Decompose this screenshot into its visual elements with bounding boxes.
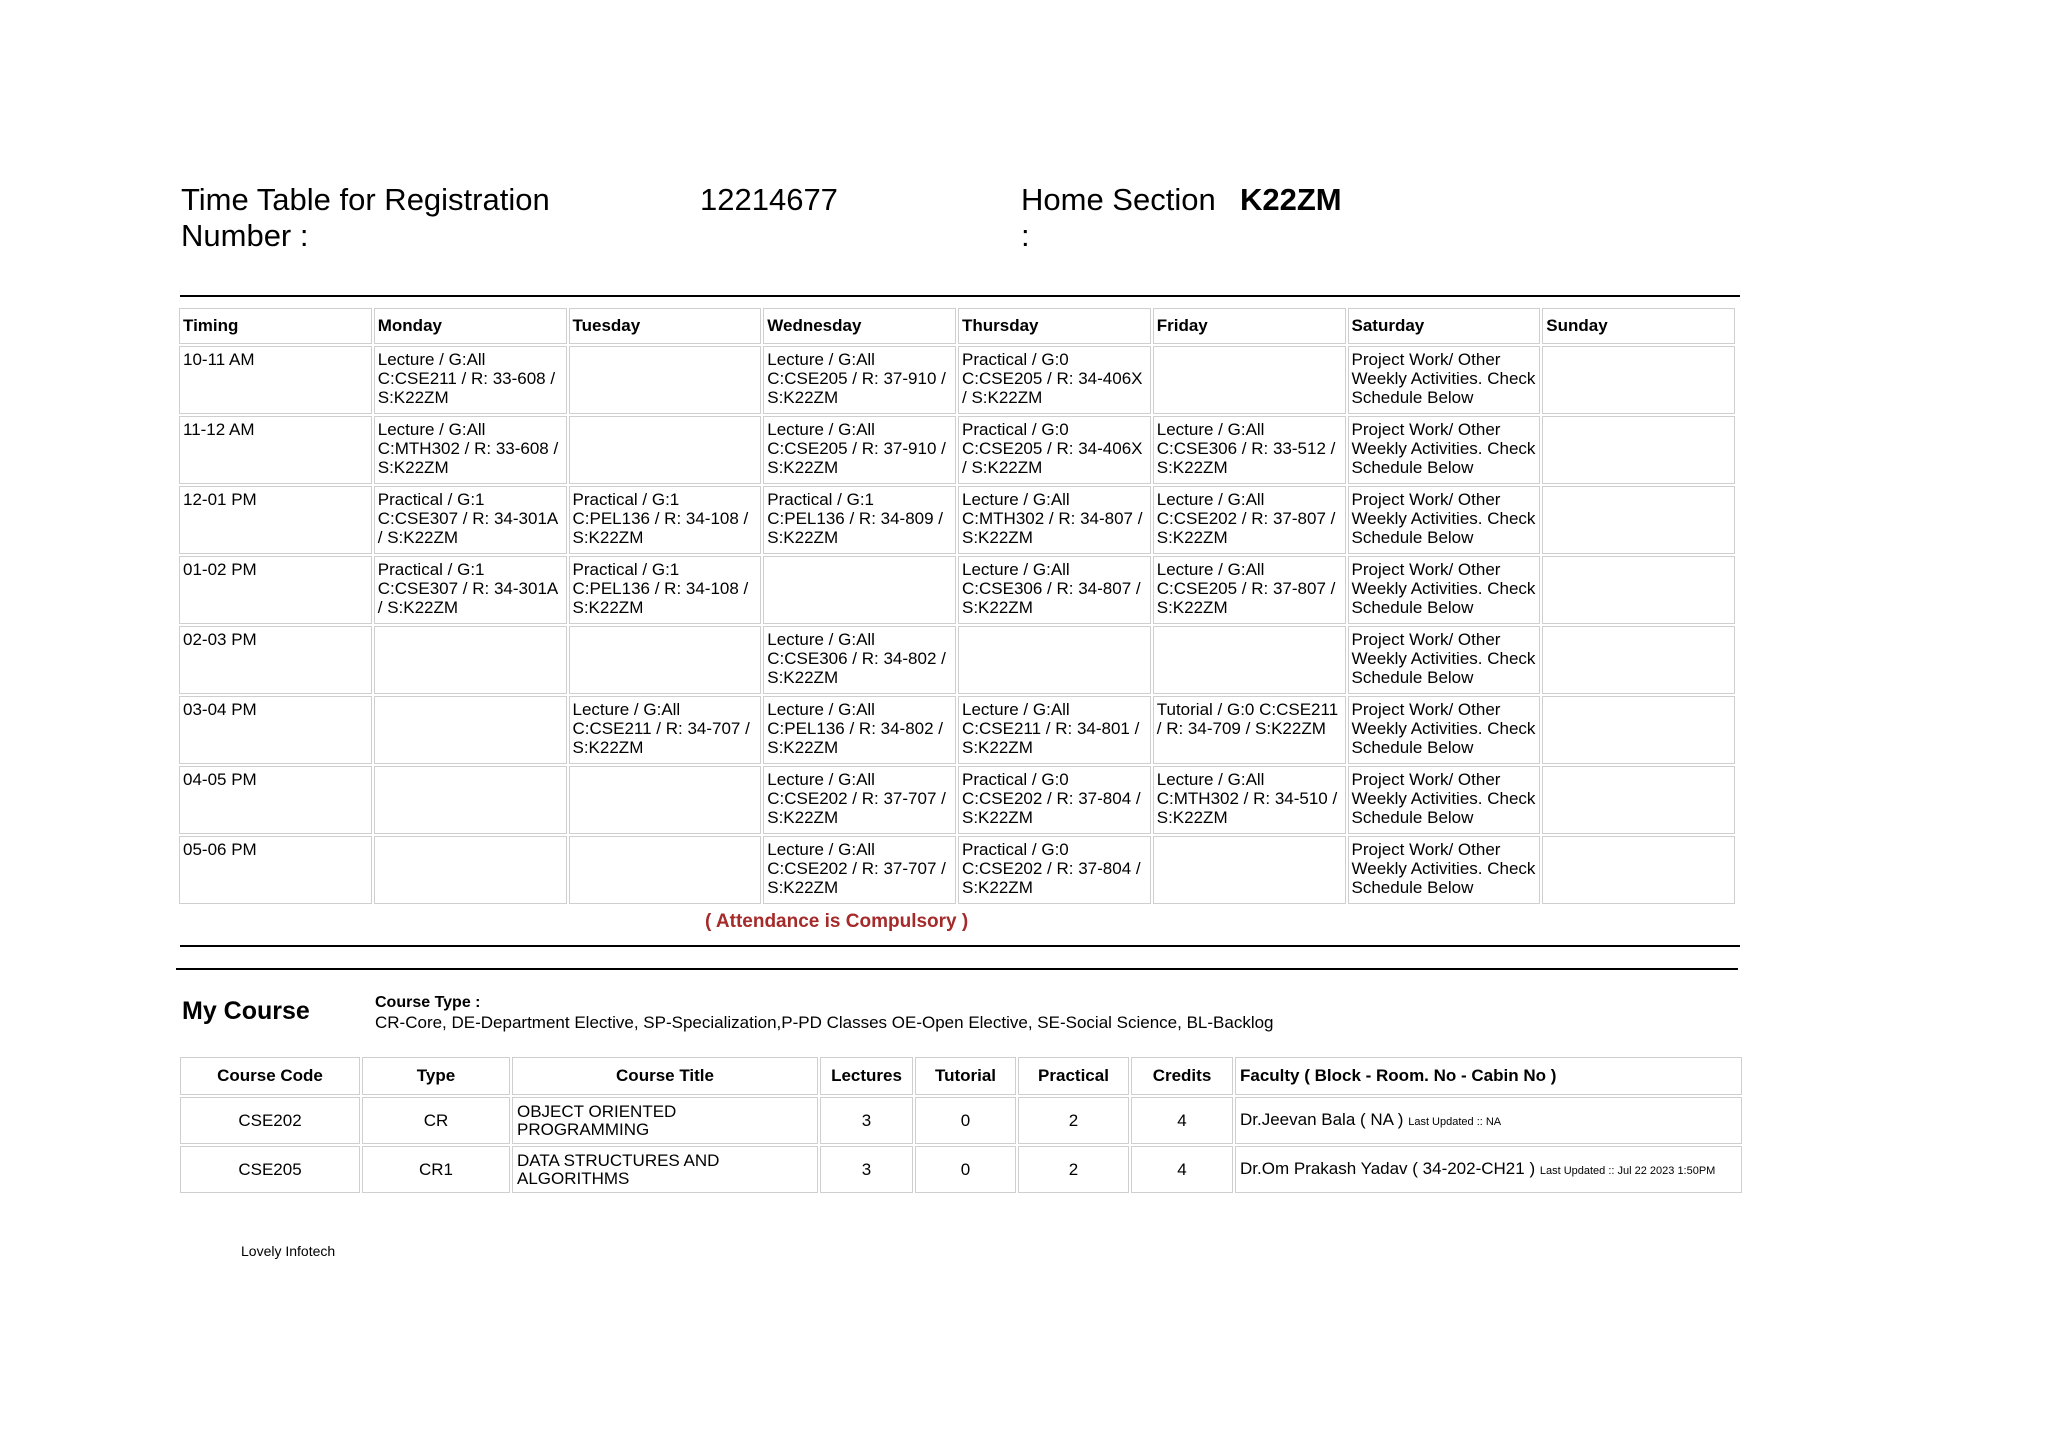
schedule-cell: Lecture / G:All C:CSE202 / R: 37-807 / S:K22ZM bbox=[1153, 486, 1346, 554]
schedule-cell bbox=[1542, 416, 1735, 484]
header-monday: Monday bbox=[374, 308, 567, 344]
header-course-title: Course Title bbox=[512, 1057, 818, 1095]
schedule-cell bbox=[958, 626, 1151, 694]
timing-cell: 02-03 PM bbox=[179, 626, 372, 694]
timetable-title: Time Table for Registration Number : bbox=[181, 182, 550, 253]
schedule-cell bbox=[1153, 836, 1346, 904]
course-lectures-cell: 3 bbox=[820, 1097, 913, 1144]
schedule-cell bbox=[1542, 836, 1735, 904]
faculty-name: Dr.Jeevan Bala ( NA ) bbox=[1240, 1109, 1404, 1129]
schedule-cell bbox=[1542, 346, 1735, 414]
timing-cell: 12-01 PM bbox=[179, 486, 372, 554]
schedule-cell bbox=[1542, 486, 1735, 554]
last-updated: Last Updated :: Jul 22 2023 1:50PM bbox=[1539, 1164, 1716, 1177]
course-type-legend: CR-Core, DE-Department Elective, SP-Specialization,P-PD Classes OE-Open Elective, SE-Social Science, BL-Backlog bbox=[375, 1013, 1274, 1032]
timing-cell: 03-04 PM bbox=[179, 696, 372, 764]
schedule-cell: Practical / G:1 C:PEL136 / R: 34-108 / S:K22ZM bbox=[569, 486, 762, 554]
header-tuesday: Tuesday bbox=[569, 308, 762, 344]
table-row bbox=[179, 486, 1735, 554]
footer-text: Lovely Infotech bbox=[241, 1243, 336, 1259]
schedule-cell: Practical / G:1 C:PEL136 / R: 34-108 / S:K22ZM bbox=[569, 556, 762, 624]
schedule-cell bbox=[569, 626, 762, 694]
schedule-cell: Tutorial / G:0 C:CSE211 / R: 34-709 / S:K22ZM bbox=[1153, 696, 1346, 764]
course-table-body bbox=[180, 1097, 1742, 1193]
course-credits-cell: 4 bbox=[1131, 1146, 1233, 1193]
schedule-cell: Lecture / G:All C:CSE202 / R: 37-707 / S:K22ZM bbox=[763, 836, 956, 904]
schedule-cell: Practical / G:0 C:CSE202 / R: 37-804 / S:K22ZM bbox=[958, 766, 1151, 834]
schedule-cell: Project Work/ Other Weekly Activities. Check Schedule Below bbox=[1348, 626, 1541, 694]
schedule-cell bbox=[1542, 556, 1735, 624]
schedule-cell bbox=[569, 766, 762, 834]
schedule-cell: Project Work/ Other Weekly Activities. Check Schedule Below bbox=[1348, 696, 1541, 764]
schedule-cell: Lecture / G:All C:MTH302 / R: 34-807 / S:K22ZM bbox=[958, 486, 1151, 554]
schedule-cell: Practical / G:0 C:CSE202 / R: 37-804 / S:K22ZM bbox=[958, 836, 1151, 904]
schedule-cell bbox=[1153, 626, 1346, 694]
course-faculty-cell bbox=[1235, 1097, 1742, 1144]
timing-cell: 01-02 PM bbox=[179, 556, 372, 624]
schedule-cell bbox=[1153, 346, 1346, 414]
schedule-cell: Lecture / G:All C:CSE306 / R: 34-807 / S:K22ZM bbox=[958, 556, 1151, 624]
table-row bbox=[179, 766, 1735, 834]
course-type-label: Course Type : bbox=[375, 994, 481, 1011]
schedule-cell bbox=[374, 836, 567, 904]
schedule-cell bbox=[374, 766, 567, 834]
timetable-grid bbox=[177, 306, 1737, 906]
header-sunday: Sunday bbox=[1542, 308, 1735, 344]
schedule-cell bbox=[374, 626, 567, 694]
course-code-cell: CSE205 bbox=[180, 1146, 360, 1193]
schedule-cell bbox=[1542, 696, 1735, 764]
course-table-header-row bbox=[180, 1057, 1742, 1095]
schedule-cell: Project Work/ Other Weekly Activities. Check Schedule Below bbox=[1348, 486, 1541, 554]
table-row bbox=[179, 346, 1735, 414]
header-faculty: Faculty ( Block - Room. No - Cabin No ) bbox=[1235, 1057, 1742, 1095]
timing-cell: 05-06 PM bbox=[179, 836, 372, 904]
header-saturday: Saturday bbox=[1348, 308, 1541, 344]
table-row bbox=[179, 416, 1735, 484]
home-section-label: Home Section : bbox=[1021, 182, 1216, 253]
registration-number: 12214677 bbox=[700, 182, 838, 217]
header-tutorial: Tutorial bbox=[915, 1057, 1016, 1095]
schedule-cell: Practical / G:1 C:CSE307 / R: 34-301A / S:K22ZM bbox=[374, 556, 567, 624]
course-lectures-cell: 3 bbox=[820, 1146, 913, 1193]
course-practical-cell: 2 bbox=[1018, 1146, 1129, 1193]
table-row bbox=[180, 1097, 1742, 1144]
schedule-cell: Practical / G:0 C:CSE205 / R: 34-406X / S:K22ZM bbox=[958, 416, 1151, 484]
schedule-cell bbox=[1542, 766, 1735, 834]
header-lectures: Lectures bbox=[820, 1057, 913, 1095]
course-title-cell: OBJECT ORIENTED PROGRAMMING bbox=[512, 1097, 818, 1144]
schedule-cell: Lecture / G:All C:CSE202 / R: 37-707 / S:K22ZM bbox=[763, 766, 956, 834]
home-section-value: K22ZM bbox=[1240, 182, 1342, 217]
schedule-cell: Lecture / G:All C:MTH302 / R: 34-510 / S:K22ZM bbox=[1153, 766, 1346, 834]
course-tutorial-cell: 0 bbox=[915, 1097, 1016, 1144]
schedule-cell bbox=[569, 416, 762, 484]
schedule-cell: Lecture / G:All C:MTH302 / R: 33-608 / S:K22ZM bbox=[374, 416, 567, 484]
schedule-cell: Lecture / G:All C:CSE211 / R: 34-801 / S:K22ZM bbox=[958, 696, 1151, 764]
course-code-cell: CSE202 bbox=[180, 1097, 360, 1144]
table-row bbox=[179, 626, 1735, 694]
timing-cell: 11-12 AM bbox=[179, 416, 372, 484]
attendance-note: ( Attendance is Compulsory ) bbox=[705, 911, 969, 932]
table-row bbox=[180, 1146, 1742, 1193]
divider-course-section bbox=[176, 968, 1738, 970]
divider-middle bbox=[180, 945, 1740, 947]
schedule-cell: Lecture / G:All C:CSE205 / R: 37-910 / S:K22ZM bbox=[763, 346, 956, 414]
header-credits: Credits bbox=[1131, 1057, 1233, 1095]
divider-top bbox=[180, 295, 1740, 297]
header-wednesday: Wednesday bbox=[763, 308, 956, 344]
schedule-cell: Project Work/ Other Weekly Activities. Check Schedule Below bbox=[1348, 416, 1541, 484]
table-row bbox=[179, 556, 1735, 624]
timetable-body bbox=[179, 346, 1735, 904]
schedule-cell bbox=[569, 836, 762, 904]
schedule-cell: Project Work/ Other Weekly Activities. Check Schedule Below bbox=[1348, 556, 1541, 624]
timing-cell: 10-11 AM bbox=[179, 346, 372, 414]
table-row bbox=[179, 696, 1735, 764]
header-course-code: Course Code bbox=[180, 1057, 360, 1095]
schedule-cell: Practical / G:0 C:CSE205 / R: 34-406X / S:K22ZM bbox=[958, 346, 1151, 414]
timing-cell: 04-05 PM bbox=[179, 766, 372, 834]
header-thursday: Thursday bbox=[958, 308, 1151, 344]
course-table bbox=[178, 1055, 1744, 1195]
schedule-cell: Project Work/ Other Weekly Activities. Check Schedule Below bbox=[1348, 836, 1541, 904]
schedule-cell bbox=[1542, 626, 1735, 694]
timetable-header-row bbox=[179, 308, 1735, 344]
schedule-cell: Lecture / G:All C:CSE306 / R: 34-802 / S:K22ZM bbox=[763, 626, 956, 694]
schedule-cell: Lecture / G:All C:CSE306 / R: 33-512 / S:K22ZM bbox=[1153, 416, 1346, 484]
header-friday: Friday bbox=[1153, 308, 1346, 344]
course-type-cell: CR bbox=[362, 1097, 510, 1144]
header-type: Type bbox=[362, 1057, 510, 1095]
schedule-cell: Project Work/ Other Weekly Activities. Check Schedule Below bbox=[1348, 766, 1541, 834]
schedule-cell: Practical / G:1 C:PEL136 / R: 34-809 / S:K22ZM bbox=[763, 486, 956, 554]
schedule-cell: Lecture / G:All C:CSE205 / R: 37-910 / S:K22ZM bbox=[763, 416, 956, 484]
schedule-cell: Lecture / G:All C:CSE211 / R: 34-707 / S:K22ZM bbox=[569, 696, 762, 764]
last-updated: Last Updated :: NA bbox=[1408, 1115, 1502, 1128]
header-practical: Practical bbox=[1018, 1057, 1129, 1095]
schedule-cell: Practical / G:1 C:CSE307 / R: 34-301A / S:K22ZM bbox=[374, 486, 567, 554]
schedule-cell bbox=[763, 556, 956, 624]
course-faculty-cell bbox=[1235, 1146, 1742, 1193]
schedule-cell: Lecture / G:All C:CSE205 / R: 37-807 / S:K22ZM bbox=[1153, 556, 1346, 624]
faculty-name: Dr.Om Prakash Yadav ( 34-202-CH21 ) bbox=[1240, 1158, 1536, 1178]
course-type-cell: CR1 bbox=[362, 1146, 510, 1193]
schedule-cell: Lecture / G:All C:CSE211 / R: 33-608 / S:K22ZM bbox=[374, 346, 567, 414]
schedule-cell bbox=[569, 346, 762, 414]
schedule-cell: Project Work/ Other Weekly Activities. Check Schedule Below bbox=[1348, 346, 1541, 414]
header-timing: Timing bbox=[179, 308, 372, 344]
my-course-title: My Course bbox=[182, 997, 310, 1025]
course-credits-cell: 4 bbox=[1131, 1097, 1233, 1144]
course-tutorial-cell: 0 bbox=[915, 1146, 1016, 1193]
schedule-cell: Lecture / G:All C:PEL136 / R: 34-802 / S:K22ZM bbox=[763, 696, 956, 764]
course-practical-cell: 2 bbox=[1018, 1097, 1129, 1144]
schedule-cell bbox=[374, 696, 567, 764]
table-row bbox=[179, 836, 1735, 904]
course-title-cell: DATA STRUCTURES AND ALGORITHMS bbox=[512, 1146, 818, 1193]
